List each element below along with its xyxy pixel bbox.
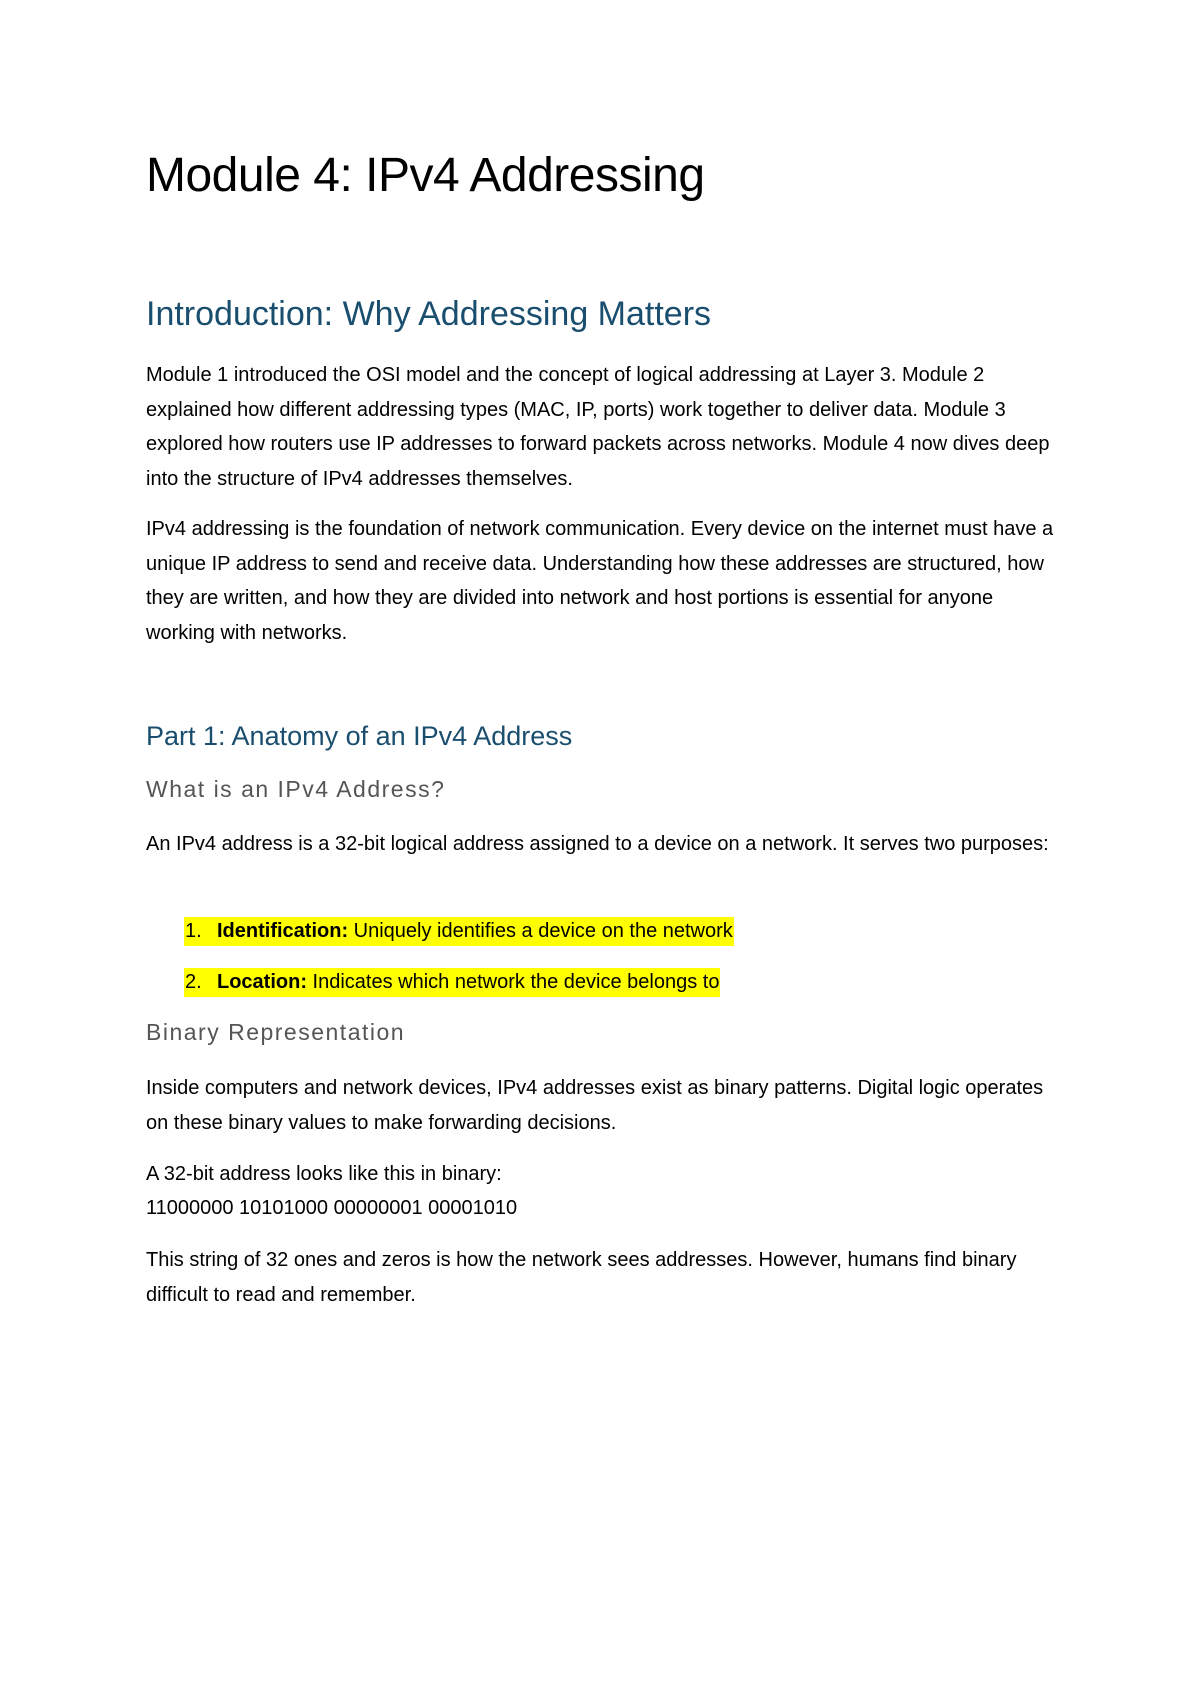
- what-is-paragraph: An IPv4 address is a 32-bit logical address assigned to a device on a network. It serves two purposes:: [146, 833, 1049, 855]
- document-title: Module 4: IPv4 Addressing: [146, 149, 705, 202]
- list-term: Location:: [217, 971, 307, 993]
- intro-paragraph-1: Module 1 introduced the OSI model and the concept of logical addressing at Layer 3. Module 2 explained how different addressing types (MAC, IP, ports) work together to deliver data. Module 3 explored how routers use IP addresses to forward packets across networks. Module 4 now dives deep into the structure of IPv4 addresses themselves.: [146, 364, 1050, 490]
- part1-heading: Part 1: Anatomy of an IPv4 Address: [146, 721, 573, 751]
- list-text: Uniquely identifies a device on the network: [348, 920, 733, 942]
- list-text: Indicates which network the device belongs to: [307, 971, 720, 993]
- binary-example-intro: A 32-bit address looks like this in binary:: [146, 1163, 502, 1185]
- what-is-heading: What is an IPv4 Address?: [146, 776, 446, 802]
- purposes-list: [184, 914, 734, 1016]
- highlighted-text: [184, 917, 734, 946]
- binary-closing-paragraph: This string of 32 ones and zeros is how the network sees addresses. However, humans find binary difficult to read and remember.: [146, 1249, 1017, 1306]
- list-number: 1.: [185, 920, 202, 942]
- list-number: 2.: [185, 971, 202, 993]
- list-term: Identification:: [217, 920, 349, 942]
- intro-paragraph-2: IPv4 addressing is the foundation of network communication. Every device on the internet must have a unique IP address to send and receive data. Understanding how these addresses are structured, how they are written, and how they are divided into network and host portions is essential for anyone working with networks.: [146, 518, 1054, 644]
- binary-paragraph: Inside computers and network devices, IPv4 addresses exist as binary patterns. Digital logic operates on these binary values to make forwarding decisions.: [146, 1077, 1044, 1134]
- highlighted-text: [184, 968, 720, 997]
- intro-heading: Introduction: Why Addressing Matters: [146, 295, 712, 333]
- binary-heading: Binary Representation: [146, 1019, 406, 1045]
- list-item: [184, 914, 734, 948]
- binary-example-value: 11000000 10101000 00000001 00001010: [146, 1197, 518, 1219]
- list-item: [184, 965, 734, 999]
